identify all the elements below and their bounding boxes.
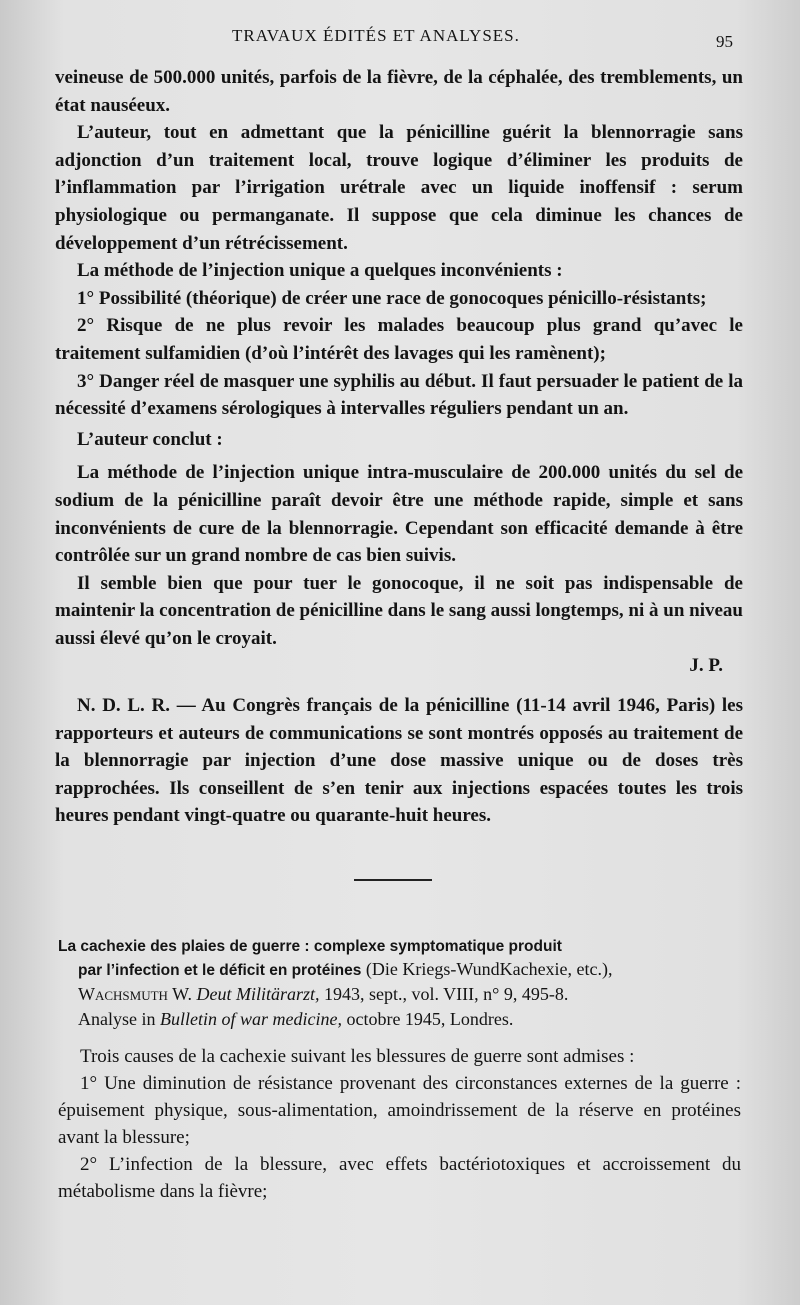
main-text	[55, 64, 743, 830]
title-bold-part: par l’infection et le déficit en protéines	[78, 962, 362, 979]
analyse-journal: Bulletin of war medicine,	[159, 1009, 342, 1029]
paragraph: Il semble bien que pour tuer le gonocoque, il ne soit pas indispensable de maintenir la concentration de pénicilline dans le sang aussi longtemps, ni à un niveau aussi élevé qu’on le croyait.	[55, 572, 743, 649]
article-title	[58, 935, 741, 982]
analyse-ref: octobre 1945, Londres.	[341, 1009, 514, 1029]
list-item: 1° Possibilité (théorique) de créer une race de gonocoques pénicillo-résistants;	[77, 287, 707, 309]
section-divider	[354, 879, 432, 881]
journal-name: Deut Militärarzt,	[196, 984, 320, 1004]
paragraph: La méthode de l’injection unique a quelques inconvénients :	[77, 260, 563, 282]
title-german: (Die Kriegs-WundKachexie, etc.),	[361, 959, 613, 979]
paragraph: L’auteur, tout en admettant que la pénicilline guérit la blennorragie sans adjonction d’un traitement local, trouve logique d’éliminer les produits de l’inflammation par l’irrigation urétrale avec un liquide inoffensif : serum physiologique ou permanganate. Il suppose que cela diminue les chances de développement d’un rétrécissement.	[55, 122, 743, 254]
abstract-heading	[58, 935, 741, 1032]
page-number: 95	[716, 32, 733, 51]
analyse-prefix: Analyse in	[78, 1009, 160, 1029]
signature: J. P.	[689, 655, 723, 677]
paragraph: La méthode de l’injection unique intra-musculaire de 200.000 unités du sel de sodium de la pénicilline paraît devoir être une méthode rapide, simple et sans inconvénients de cure de la blennorragie. Cependant son efficacité demande à être contrôlée sur un grand nombre de cas bien suivis.	[55, 462, 743, 567]
list-item: 1° Une diminution de résistance provenant des circonstances externes de la guerre : épuisement physique, sous-alimentation, amoindrissement de la réserve en protéines avant la blessure;	[58, 1073, 741, 1148]
author-name: Wachsmuth W.	[78, 984, 192, 1004]
title-line	[58, 958, 741, 982]
title-line: La cachexie des plaies de guerre : complexe symptomatique produit	[58, 938, 562, 955]
list-item: 3° Danger réel de masquer une syphilis au début. Il faut persuader le patient de la nécessité d’examens sérologiques à intervalles réguliers pendant un an.	[55, 370, 743, 420]
list-item: 2° L’infection de la blessure, avec effets bactériotoxiques et accroissement du métabolisme dans la fièvre;	[58, 1154, 741, 1202]
list-item: 2° Risque de ne plus revoir les malades beaucoup plus grand qu’avec le traitement sulfamidien (d’où l’intérêt des lavages qui les ramènent);	[55, 315, 743, 364]
running-title: TRAVAUX ÉDITÉS ET ANALYSES.	[232, 26, 520, 45]
editor-note: N. D. L. R. — Au Congrès français de la pénicilline (11-14 avril 1946, Paris) les rapporteurs et auteurs de communications se sont montrés opposés au traitement de la blennorragie par injection d’une dose massive unique ou de doses très rapprochées. Ils conseillent de s’en tenir aux injections espacées toutes les trois heures pendant vingt-quatre ou quarante-huit heures.	[55, 695, 743, 827]
abstract-body	[58, 1043, 741, 1205]
paragraph: Trois causes de la cachexie suivant les blessures de guerre sont admises :	[80, 1046, 635, 1067]
citation	[58, 982, 741, 1032]
journal-ref: 1943, sept., vol. VIII, n° 9, 495-8.	[319, 984, 569, 1004]
paragraph: veineuse de 500.000 unités, parfois de la fièvre, de la céphalée, des tremblements, un état nauséeux.	[55, 67, 743, 116]
paragraph: L’auteur conclut :	[77, 428, 223, 450]
page-header	[0, 22, 800, 52]
